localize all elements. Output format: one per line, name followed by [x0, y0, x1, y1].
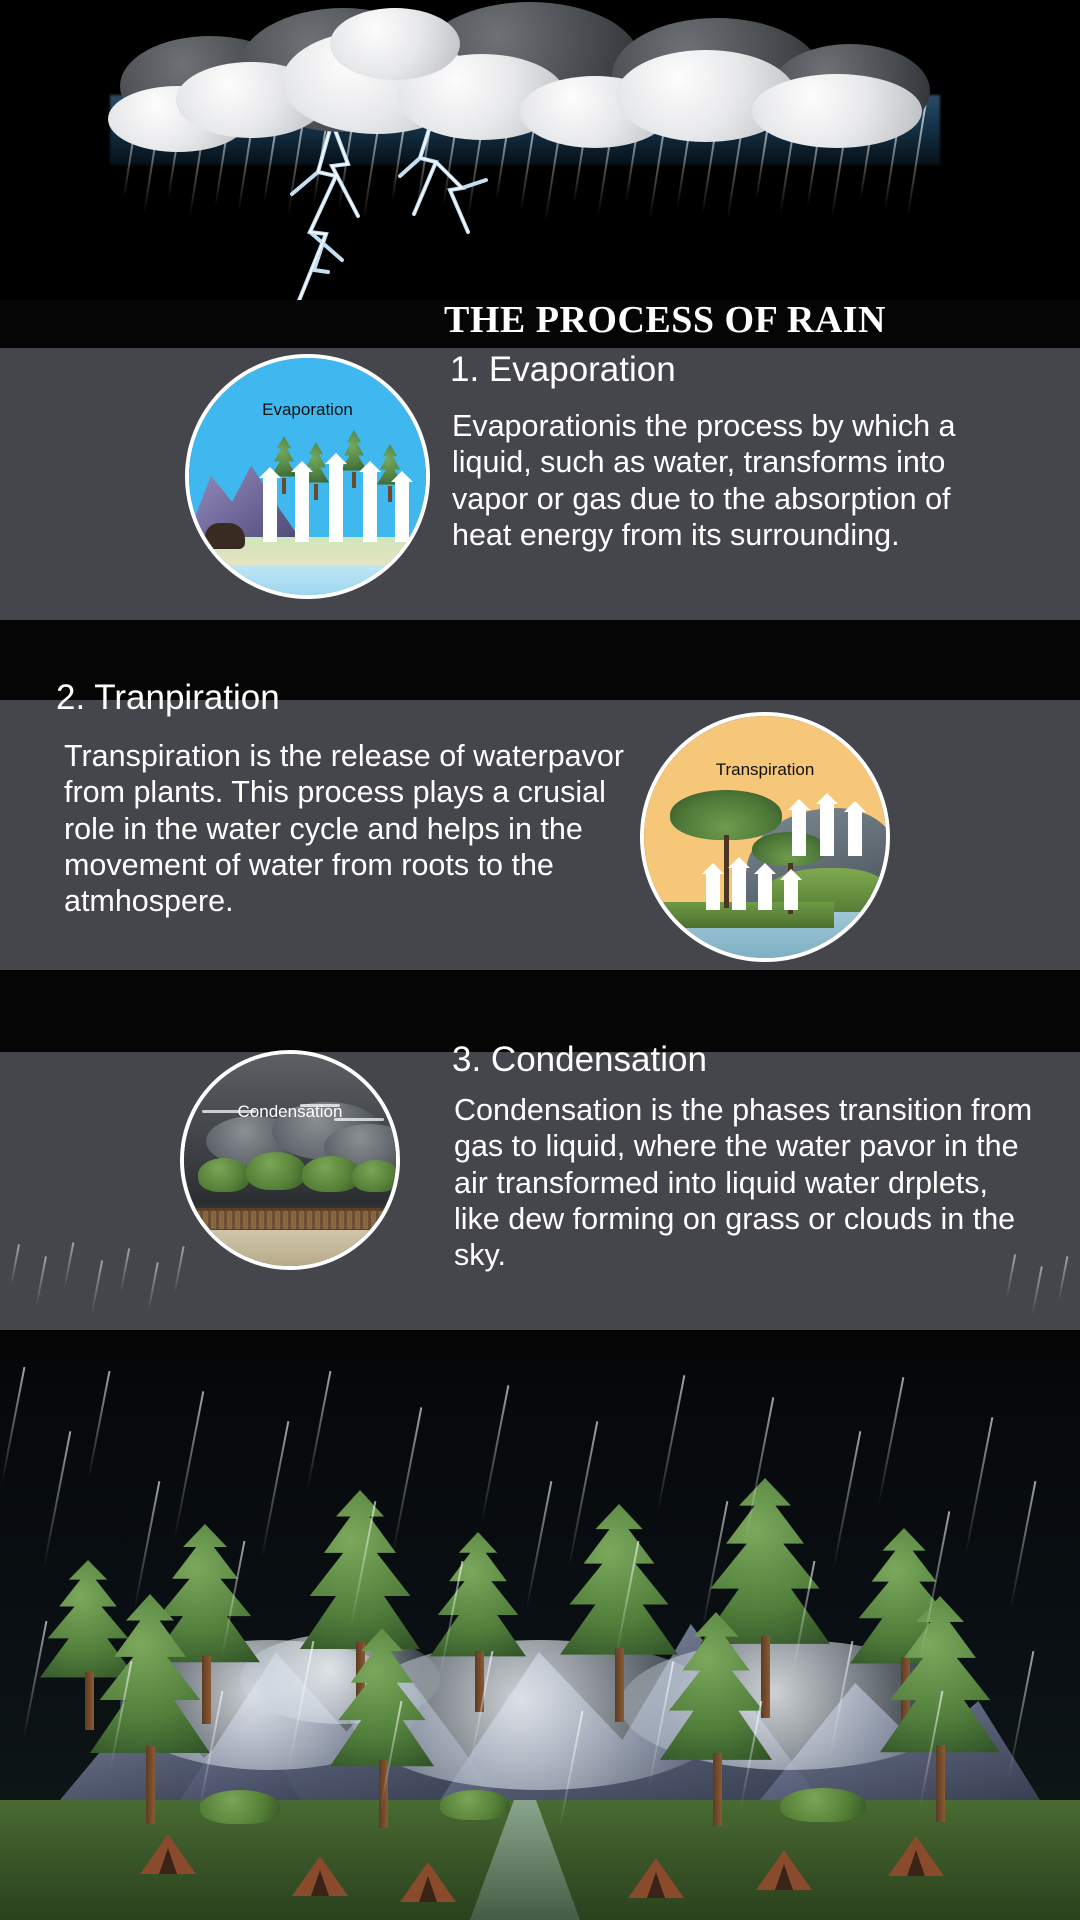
page-title: THE PROCESS OF RAIN — [444, 299, 886, 341]
condensation-band-rain — [0, 1240, 200, 1330]
transpiration-arrow-1 — [792, 808, 806, 856]
condensation-illustration — [180, 1050, 400, 1270]
evaporation-arrow-5 — [395, 480, 409, 542]
transpiration-arrow-6 — [758, 872, 772, 910]
transpiration-arrow-5 — [732, 866, 746, 910]
storm-cloud-white-8 — [330, 8, 460, 80]
transpiration-arrow-2 — [820, 802, 834, 856]
transpiration-illustration — [640, 712, 890, 962]
storm-cloud-white-7 — [752, 74, 922, 148]
transpiration-arrow-7 — [784, 878, 798, 910]
condensation-bush-1 — [198, 1158, 250, 1192]
transpiration-arrow-3 — [848, 810, 862, 856]
condensation-bush-4 — [352, 1160, 400, 1192]
evaporation-arrow-4 — [363, 470, 377, 542]
condensation-caption: Condensation — [237, 1102, 343, 1121]
forest-rain-layer — [0, 1360, 1080, 1920]
rainy-forest-illustration — [0, 1360, 1080, 1920]
transpiration-arrow-4 — [706, 872, 720, 910]
evaporation-arrow-3 — [329, 462, 343, 542]
evaporation-arrow-2 — [295, 470, 309, 542]
condensation-bush-2 — [246, 1152, 306, 1190]
storm-cloud-illustration — [0, 0, 1080, 300]
evaporation-water — [189, 565, 426, 595]
evaporation-animal — [205, 523, 245, 549]
condensation-ground — [184, 1230, 396, 1266]
section-1-heading: 1. Evaporation — [450, 350, 676, 389]
condensation-fence — [184, 1208, 396, 1232]
section-3-body: Condensation is the phases transition from gas to liquid, where the water pavor in the air transformed into liquid water drplets, like dew forming on grass or clouds in the sky. — [454, 1093, 1033, 1273]
transpiration-caption: Transpiration — [715, 760, 815, 779]
lightning-icon-left — [270, 120, 390, 300]
section-2-body: Transpiration is the release of waterpavor from plants. This process plays a crusial role in the water cycle and helps in the movement of water from roots to the atmhospere. — [64, 739, 625, 919]
section-1-body: Evaporationis the process by which a liquid, such as water, transforms into vapor or gas due to the absorption of heat energy from its surrounding. — [452, 409, 956, 552]
condensation-band-rain-right — [1000, 1250, 1080, 1330]
section-2-heading: 2. Tranpiration — [56, 678, 280, 717]
evaporation-illustration — [185, 354, 430, 599]
evaporation-arrow-1 — [263, 476, 277, 542]
evaporation-caption: Evaporation — [262, 400, 353, 419]
section-3-heading: 3. Condensation — [452, 1040, 707, 1079]
